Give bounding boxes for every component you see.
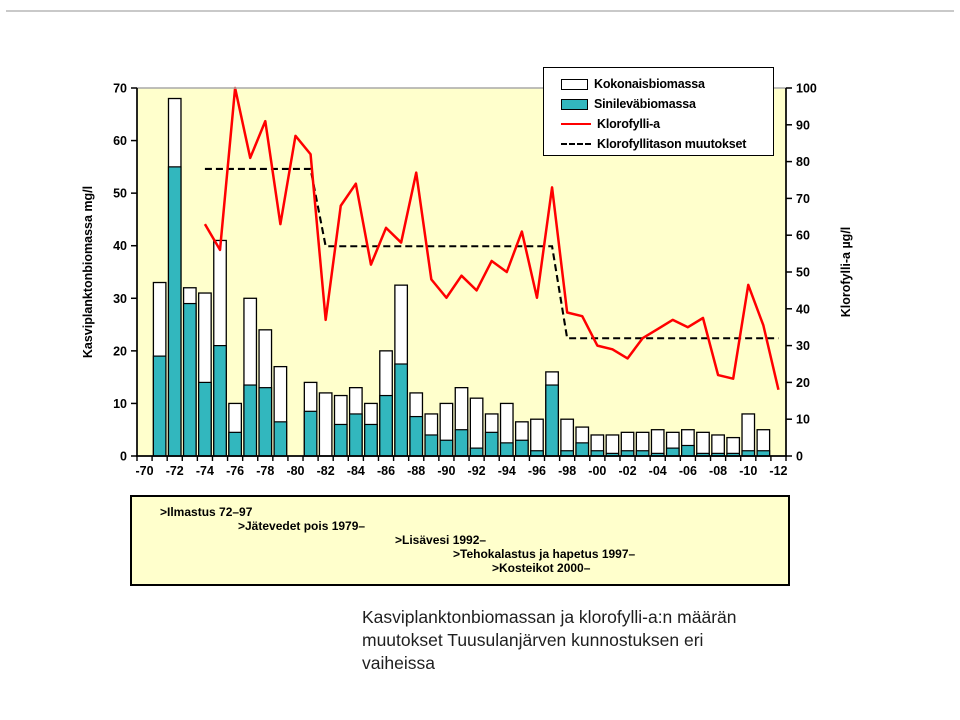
legend-label: Klorofylli-a: [597, 117, 660, 131]
cyanobacteria-biomass-bar: [410, 417, 422, 456]
cyanobacteria-biomass-bar: [470, 448, 482, 456]
chlorophyll-level-swatch-icon: [561, 143, 591, 145]
cyanobacteria-biomass-bar: [425, 435, 437, 456]
cyanobacteria-biomass-bar: [335, 424, 347, 456]
total-biomass-bar: [651, 430, 663, 456]
left-axis-tick-label: 30: [113, 291, 127, 306]
x-axis-tick-label: -90: [437, 464, 456, 478]
annotation-extra-water: >Lisävesi 1992–: [395, 533, 487, 547]
x-axis-tick-label: -86: [376, 464, 396, 478]
x-axis-tick-label: -94: [497, 464, 516, 478]
cyanobacteria-biomass-bar: [214, 346, 226, 456]
x-axis-tick-label: -82: [316, 464, 335, 478]
right-axis-tick-label: 90: [796, 118, 810, 133]
x-axis-tick-label: -10: [739, 464, 758, 478]
cyanobacteria-biomass-bar: [380, 396, 392, 456]
right-axis-tick-label: 60: [796, 228, 810, 243]
annotation-wetlands: >Kosteikot 2000–: [492, 561, 591, 575]
cyanobacteria-biomass-bar: [304, 411, 316, 456]
legend-label: Sinileväbiomassa: [594, 97, 696, 111]
left-axis-tick-label: 20: [113, 344, 127, 359]
cyanobacteria-biomass-bar: [516, 440, 528, 456]
cyanobacteria-biomass-bar: [229, 432, 241, 456]
cyanobacteria-biomass-bar: [440, 440, 452, 456]
legend-label: Kokonaisbiomassa: [594, 77, 705, 91]
left-axis-tick-label: 50: [113, 186, 127, 201]
legend-label: Klorofyllitason muutokset: [597, 137, 747, 151]
x-axis-tick-label: -72: [165, 464, 184, 478]
right-axis-tick-label: 80: [796, 155, 810, 170]
cyanobacteria-biomass-bar: [153, 356, 165, 456]
chart-legend: [543, 67, 774, 156]
cyanobacteria-biomass-bar: [682, 445, 694, 456]
cyanobacteria-biomass-bar: [168, 167, 180, 456]
cyanobacteria-biomass-bar: [576, 443, 588, 456]
x-axis-tick-label: -96: [527, 464, 547, 478]
right-axis-tick-label: 100: [796, 81, 817, 96]
left-axis-title: Kasviplanktonbiomassa mg/l: [81, 185, 95, 359]
left-axis-tick-label: 10: [113, 396, 127, 411]
cyanobacteria-biomass-bar: [199, 382, 211, 456]
x-axis-tick-label: -80: [286, 464, 305, 478]
right-axis-tick-label: 10: [796, 412, 810, 427]
cyanobacteria-biomass-bar: [667, 448, 679, 456]
x-axis-tick-label: -84: [346, 464, 365, 478]
annotation-biomanipulation: >Tehokalastus ja hapetus 1997–: [453, 547, 636, 561]
x-axis-tick-label: -76: [226, 464, 245, 478]
x-axis-tick-label: -02: [618, 464, 637, 478]
cyanobacteria-biomass-bar: [546, 385, 558, 456]
right-axis-tick-label: 20: [796, 375, 810, 390]
legend-item-chlorophyll: [561, 114, 773, 134]
total-biomass-bar: [742, 414, 754, 456]
right-axis-tick-label: 70: [796, 191, 810, 206]
cyanobacteria-biomass-bar: [259, 388, 271, 456]
legend-item-chlorophyll-level: [561, 134, 773, 154]
annotation-aeration: >Ilmastus 72–97: [160, 505, 253, 519]
x-axis-tick-label: -92: [467, 464, 486, 478]
cyanobacteria-biomass-bar: [184, 304, 196, 456]
cyanobacteria-biomass-bar: [501, 443, 513, 456]
x-axis-tick-label: -98: [558, 464, 577, 478]
annotation-wastewater: >Jätevedet pois 1979–: [238, 519, 366, 533]
cyanobacteria-biomass-bar: [274, 422, 286, 456]
legend-item-cyanobacteria-biomass: [561, 94, 773, 114]
left-axis-tick-label: 60: [113, 134, 127, 149]
x-axis-tick-label: -08: [709, 464, 728, 478]
x-axis-tick-label: -00: [588, 464, 607, 478]
cyanobacteria-biomass-bar: [395, 364, 407, 456]
cyanobacteria-biomass-bar: [350, 414, 362, 456]
right-axis-tick-label: 40: [796, 302, 810, 317]
x-axis-tick-label: -78: [256, 464, 275, 478]
chlorophyll-line-swatch-icon: [561, 123, 591, 125]
left-axis-tick-label: 40: [113, 239, 127, 254]
restoration-phases-box: [130, 495, 790, 586]
right-axis-title: Klorofylli-a µg/l: [839, 226, 853, 318]
x-axis-tick-label: -88: [407, 464, 426, 478]
total-biomass-bar: [697, 432, 709, 456]
cyanobacteria-biomass-bar: [365, 424, 377, 456]
cyanobacteria-biomass-bar: [455, 430, 467, 456]
x-axis-tick-label: -70: [135, 464, 154, 478]
cyanobacteria-swatch-icon: [561, 99, 588, 110]
total-biomass-bar: [319, 393, 331, 456]
figure-caption: [362, 606, 737, 675]
left-axis-tick-label: 0: [120, 449, 127, 464]
total-biomass-bar: [470, 398, 482, 456]
cyanobacteria-biomass-bar: [244, 385, 256, 456]
x-axis-tick-label: -04: [648, 464, 667, 478]
x-axis-tick-label: -12: [769, 464, 788, 478]
x-axis-tick-label: -06: [678, 464, 697, 478]
left-axis-tick-label: 70: [113, 81, 127, 96]
right-axis-tick-label: 0: [796, 449, 803, 464]
total-biomass-swatch-icon: [561, 79, 588, 90]
right-axis-tick-label: 50: [796, 265, 810, 280]
caption-line: Kasviplanktonbiomassan ja klorofylli-a:n määrän: [362, 607, 737, 627]
caption-line: muutokset Tuusulanjärven kunnostuksen eri: [362, 630, 704, 650]
legend-item-total-biomass: [561, 74, 773, 94]
right-axis-tick-label: 30: [796, 339, 810, 354]
cyanobacteria-biomass-bar: [485, 432, 497, 456]
x-axis-tick-label: -74: [195, 464, 214, 478]
caption-line: vaiheissa: [362, 653, 435, 673]
